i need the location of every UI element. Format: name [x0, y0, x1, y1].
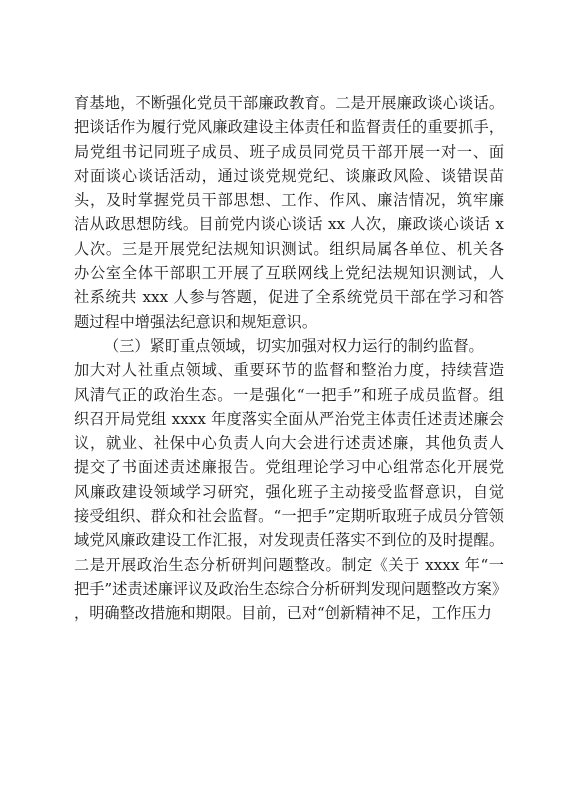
text-line: 接受组织、群众和社会监督。“一把手”定期听取班子成员分管领: [74, 507, 504, 526]
body-text: [74, 91, 508, 626]
text-line: 办公室全体干部职工开展了互联网线上党纪法规知识测试，人: [74, 264, 504, 283]
text-line: 域党风廉政建设工作汇报，对发现责任落实不到位的及时提醒。: [74, 531, 504, 550]
text-line: ，明确整改措施和期限。目前，已对“创新精神不足，工作压力: [74, 604, 492, 623]
text-line: 织召开局党组 xxxx 年度落实全面从严治党主体责任述责述廉会: [74, 409, 504, 428]
text-line: 人次。三是开展党纪法规知识测试。组织局属各单位、机关各: [74, 239, 504, 258]
text-line: 把手”述责述廉评议及政治生态综合分析研判发现问题整改方案》: [74, 579, 508, 598]
paragraph-end-line: 题过程中增强法纪意识和规矩意识。: [74, 312, 317, 331]
text-line: 局党组书记同班子成员、班子成员同党员干部开展一对一、面: [74, 142, 504, 161]
text-line: 社系统共 xxx 人参与答题，促进了全系统党员干部在学习和答: [74, 288, 504, 307]
text-line: 头，及时掌握党员干部思想、工作、作风、廉洁情况，筑牢廉: [74, 191, 504, 210]
text-line: 提交了书面述责述廉报告。党组理论学习中心组常态化开展党: [74, 458, 504, 477]
text-line: 风清气正的政治生态。一是强化“一把手”和班子成员监督。组: [74, 385, 504, 404]
text-line: 议，就业、社保中心负责人向大会进行述责述廉，其他负责人: [74, 434, 504, 453]
text-line: 风廉政建设领域学习研究，强化班子主动接受监督意识，自觉: [74, 482, 504, 501]
text-line: 育基地，不断强化党员干部廉政教育。二是开展廉政谈心谈话。: [74, 94, 504, 112]
section-heading: （三）紧盯重点领域，切实加强对权力运行的制约监督。: [104, 336, 484, 355]
text-line: 把谈话作为履行党风廉政建设主体责任和监督责任的重要抓手，: [74, 118, 504, 137]
text-line: 对面谈心谈话活动，通过谈党规党纪、谈廉政风险、谈错误苗: [74, 166, 504, 185]
text-line: 加大对人社重点领域、重要环节的监督和整治力度，持续营造: [74, 361, 504, 380]
text-line: 洁从政思想防线。目前党内谈心谈话 xx 人次，廉政谈心谈话 x: [74, 215, 504, 234]
text-line: 二是开展政治生态分析研判问题整改。制定《关于 xxxx 年“一: [74, 555, 504, 574]
